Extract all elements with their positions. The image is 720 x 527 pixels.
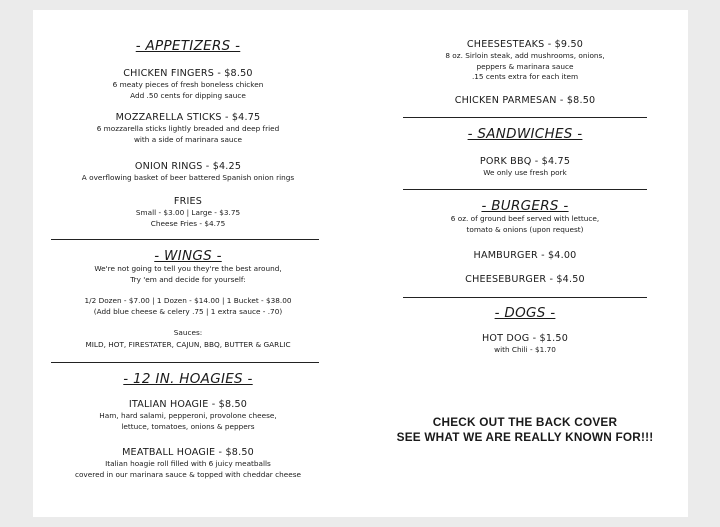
divider: [51, 362, 319, 363]
item-desc: 6 oz. of ground beef served with lettuce,: [450, 214, 600, 223]
wings-sauces: [33, 328, 343, 350]
item-desc: 6 meaty pieces of fresh boneless chicken: [112, 80, 264, 89]
item-cheeseburger: CHEESEBURGER - $4.50: [465, 274, 585, 285]
wings-intro-line: We're not going to tell you they're the best around,: [94, 264, 282, 273]
item-hamburger: HAMBURGER - $4.00: [473, 250, 577, 261]
item-desc: 6 mozzarella sticks lightly breaded and deep fried: [96, 124, 280, 133]
item-title: HOT DOG - $1.50: [481, 333, 569, 344]
item-desc: with Chili - $1.70: [494, 345, 556, 354]
wings-heading: - WINGS -: [154, 248, 222, 264]
item-desc: covered in our marinara sauce & topped with cheddar cheese: [74, 469, 302, 479]
divider: [51, 239, 319, 240]
item-desc: peppers & marinara sauce: [476, 61, 574, 71]
item-title: ONION RINGS - $4.25: [134, 161, 242, 172]
item-desc: tomato & onions (upon request): [466, 224, 584, 234]
dogs-heading: - DOGS -: [494, 305, 556, 321]
item-onion-rings: [33, 161, 343, 184]
sauces-list: MILD, HOT, FIRESTATER, CAJUN, BBQ, BUTTER & GARLIC: [85, 339, 291, 349]
item-desc: Add .50 cents for dipping sauce: [130, 90, 246, 100]
item-title: CHEESESTEAKS - $9.50: [466, 39, 584, 50]
item-desc: with a side of marinara sauce: [133, 134, 243, 144]
item-pork-bbq: [370, 156, 680, 179]
item-chicken-parmesan: CHICKEN PARMESAN - $8.50: [454, 95, 596, 106]
item-title: PORK BBQ - $4.75: [479, 156, 571, 167]
burgers-heading: - BURGERS -: [481, 198, 569, 214]
item-title: MEATBALL HOAGIE - $8.50: [122, 447, 254, 458]
item-desc: Cheese Fries - $4.75: [150, 218, 226, 228]
burgers-desc: [370, 214, 680, 235]
item-meatball-hoagie: [33, 447, 343, 480]
item-cheesesteaks: [370, 39, 680, 83]
item-desc: Ham, hard salami, pepperoni, provolone cheese,: [99, 411, 277, 420]
item-title: FRIES: [173, 196, 203, 207]
hoagies-heading: - 12 IN. HOAGIES -: [123, 371, 253, 387]
item-title: CHICKEN FINGERS - $8.50: [123, 68, 253, 79]
menu-page: [33, 10, 688, 517]
item-desc: A overflowing basket of beer battered Spanish onion rings: [81, 173, 295, 182]
item-hot-dog: [370, 333, 680, 356]
wings-price-line: (Add blue cheese & celery .75 | 1 extra sauce - .70): [93, 306, 283, 316]
wings-intro: [33, 264, 343, 285]
back-cover-callout: [370, 415, 680, 445]
callout-line: CHECK OUT THE BACK COVER: [432, 415, 618, 429]
item-italian-hoagie: [33, 399, 343, 432]
item-desc: lettuce, tomatoes, onions & peppers: [121, 421, 255, 431]
divider: [403, 297, 647, 298]
wings-price-line: 1/2 Dozen - $7.00 | 1 Dozen - $14.00 | 1 Bucket - $38.00: [84, 296, 292, 305]
appetizers-heading: - APPETIZERS -: [135, 38, 241, 54]
item-desc: 8 oz. Sirloin steak, add mushrooms, onions,: [445, 51, 605, 60]
sandwiches-heading: - SANDWICHES -: [467, 126, 583, 142]
sauces-label: Sauces:: [173, 328, 203, 337]
item-mozzarella-sticks: [33, 112, 343, 145]
callout-line: SEE WHAT WE ARE REALLY KNOWN FOR!!!: [396, 430, 654, 444]
divider: [403, 189, 647, 190]
divider: [403, 117, 647, 118]
item-title: ITALIAN HOAGIE - $8.50: [128, 399, 248, 410]
item-desc: We only use fresh pork: [483, 168, 567, 177]
item-desc: .15 cents extra for each item: [471, 72, 579, 81]
item-desc: Italian hoagie roll filled with 6 juicy meatballs: [105, 459, 271, 468]
item-chicken-fingers: [33, 68, 343, 101]
wings-prices: [33, 296, 343, 317]
item-title: MOZZARELLA STICKS - $4.75: [115, 112, 261, 123]
wings-intro-line: Try 'em and decide for yourself:: [130, 274, 246, 284]
item-desc: Small - $3.00 | Large - $3.75: [135, 208, 241, 217]
item-fries: [33, 196, 343, 229]
